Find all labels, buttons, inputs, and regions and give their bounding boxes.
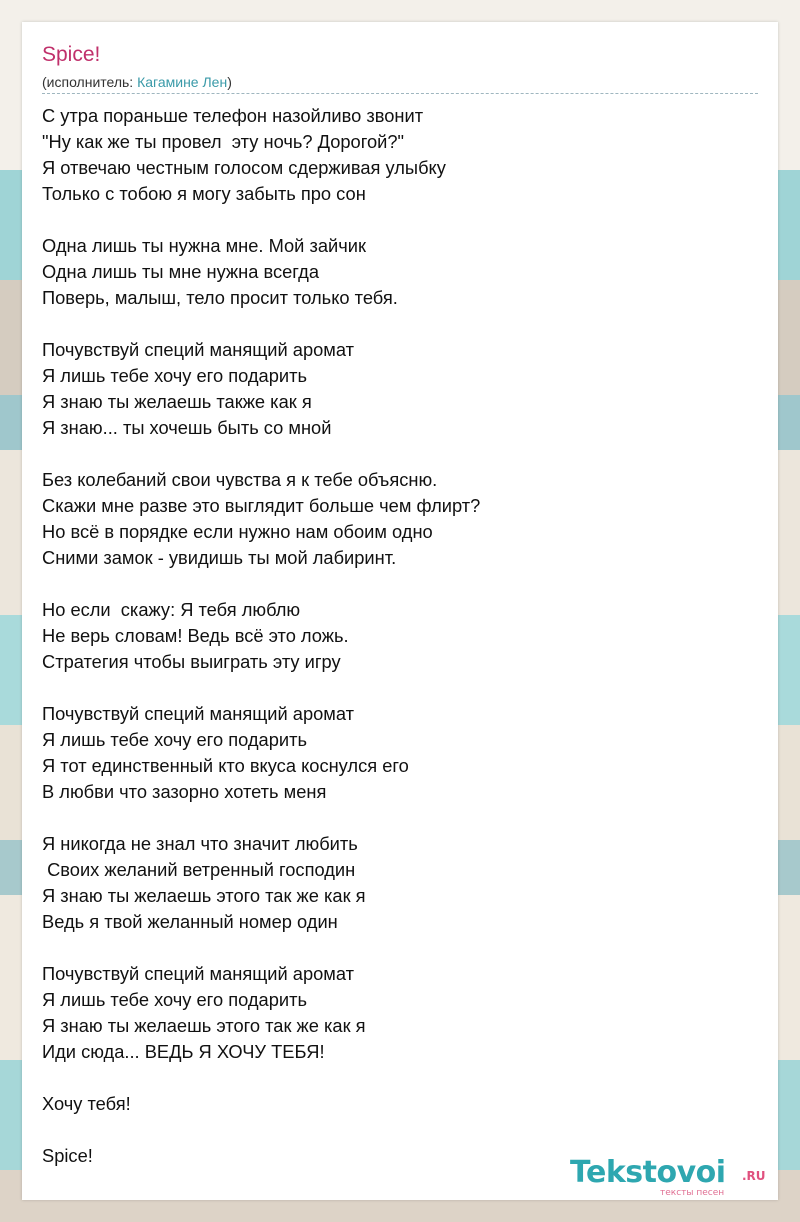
logo-tld: .RU	[742, 1169, 766, 1183]
stanza-gap	[42, 207, 758, 233]
stanza-gap	[42, 311, 758, 337]
artist-line	[42, 73, 232, 91]
lyrics-text	[42, 103, 758, 1169]
lyric-line: Почувствуй специй манящий аромат	[42, 339, 354, 360]
lyric-line: Ведь я твой желанный номер один	[42, 911, 338, 932]
lyric-line: Скажи мне разве это выглядит больше чем флирт?	[42, 495, 481, 516]
lyric-line: Я знаю ты желаешь этого так же как я	[42, 1015, 366, 1036]
stanza-gap	[42, 805, 758, 831]
lyric-line: Хочу тебя!	[42, 1093, 131, 1114]
lyric-line: Одна лишь ты нужна мне. Мой зайчик	[42, 235, 366, 256]
lyric-line: Я отвечаю честным голосом сдерживая улыбку	[42, 157, 446, 178]
lyric-line: Я лишь тебе хочу его подарить	[42, 989, 307, 1010]
lyric-line: Я лишь тебе хочу его подарить	[42, 365, 307, 386]
logo-subtitle: тексты песен	[660, 1188, 725, 1198]
lyrics-card	[22, 22, 778, 1200]
artist-prefix: (исполнитель:	[42, 74, 138, 90]
song-title: Spice!	[42, 43, 101, 66]
site-logo[interactable]	[570, 1156, 780, 1200]
lyric-line: Почувствуй специй манящий аромат	[42, 963, 354, 984]
stanza-gap	[42, 571, 758, 597]
lyric-line: Я знаю ты желаешь этого так же как я	[42, 885, 366, 906]
lyric-line: Сними замок - увидишь ты мой лабиринт.	[42, 547, 397, 568]
lyric-line: С утра пораньше телефон назойливо звонит	[42, 105, 424, 126]
artist-link[interactable]: Кагамине Лен	[137, 74, 228, 90]
stanza-gap	[42, 441, 758, 467]
stanza-gap	[42, 935, 758, 961]
lyric-line: Иди сюда... ВЕДЬ Я ХОЧУ ТЕБЯ!	[42, 1041, 325, 1062]
lyric-line: Не верь словам! Ведь всё это ложь.	[42, 625, 349, 646]
lyric-line: Spice!	[42, 1145, 93, 1166]
lyric-line: Я никогда не знал что значит любить	[42, 833, 358, 854]
lyric-line: Одна лишь ты мне нужна всегда	[42, 261, 319, 282]
stanza-gap	[42, 1065, 758, 1091]
lyric-line: Почувствуй специй манящий аромат	[42, 703, 354, 724]
lyric-line: Своих желаний ветренный господин	[42, 859, 356, 880]
lyric-line: В любви что зазорно хотеть меня	[42, 781, 327, 802]
lyric-line: Без колебаний свои чувства я к тебе объясню.	[42, 469, 438, 490]
lyric-line: Поверь, малыш, тело просит только тебя.	[42, 287, 398, 308]
lyric-line: Но если скажу: Я тебя люблю	[42, 599, 301, 620]
artist-suffix: )	[227, 74, 232, 90]
lyric-line: Я лишь тебе хочу его подарить	[42, 729, 307, 750]
lyric-line: Только с тобою я могу забыть про сон	[42, 183, 366, 204]
lyric-line: Я знаю ты желаешь также как я	[42, 391, 312, 412]
lyric-line: Я знаю... ты хочешь быть со мной	[42, 417, 332, 438]
stanza-gap	[42, 675, 758, 701]
title-divider	[42, 93, 758, 94]
lyric-line: "Ну как же ты провел эту ночь? Дорогой?"	[42, 131, 405, 152]
lyric-line: Но всё в порядке если нужно нам обоим одно	[42, 521, 433, 542]
logo-wordmark: Tekstovoi	[570, 1155, 726, 1190]
lyric-line: Я тот единственный кто вкуса коснулся его	[42, 755, 409, 776]
lyric-line: Стратегия чтобы выиграть эту игру	[42, 651, 341, 672]
stanza-gap	[42, 1117, 758, 1143]
